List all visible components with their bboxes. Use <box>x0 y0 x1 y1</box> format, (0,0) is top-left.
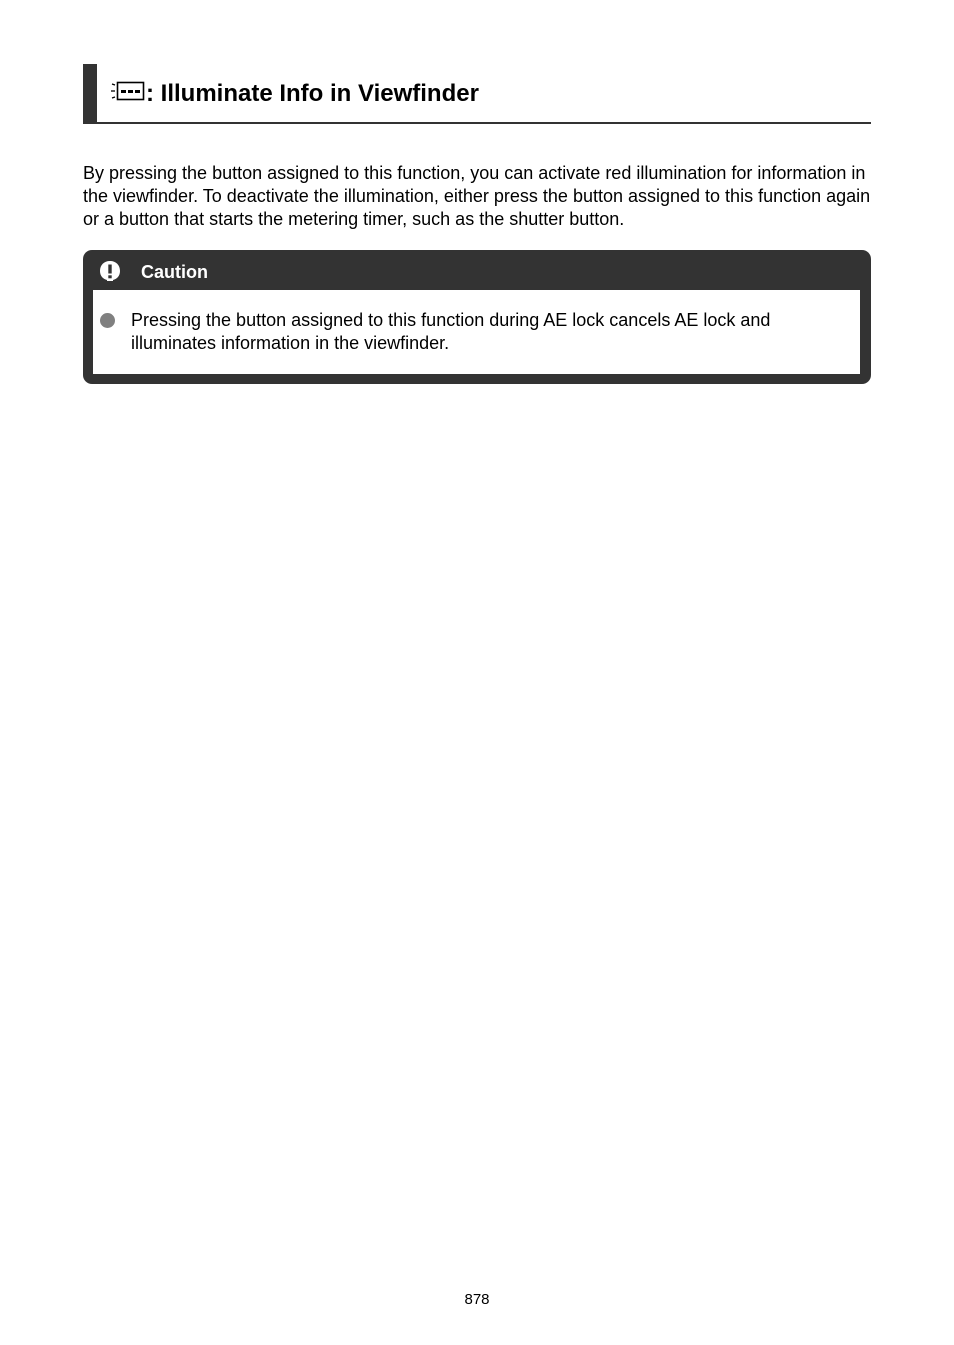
heading-accent-bar <box>83 64 97 122</box>
body-paragraph: By pressing the button assigned to this function, you can activate red illumination for information in the viewfinder. To deactivate the illumination, either press the button assigned to this function again or a button that starts the metering timer, such as the shutter button. <box>83 163 871 229</box>
viewfinder-illumination-icon <box>110 81 146 103</box>
bullet-icon <box>100 313 115 328</box>
page-number: 878 <box>464 1291 490 1308</box>
caution-content <box>93 290 860 374</box>
caution-item: Pressing the button assigned to this function during AE lock cancels AE lock and illuminates information in the viewfinder. <box>131 310 771 353</box>
section-heading <box>83 64 871 124</box>
caution-title: Caution <box>141 262 208 282</box>
page-title: : Illuminate Info in Viewfinder <box>146 80 479 107</box>
caution-exclamation-icon <box>99 260 121 282</box>
caution-box <box>83 250 871 384</box>
